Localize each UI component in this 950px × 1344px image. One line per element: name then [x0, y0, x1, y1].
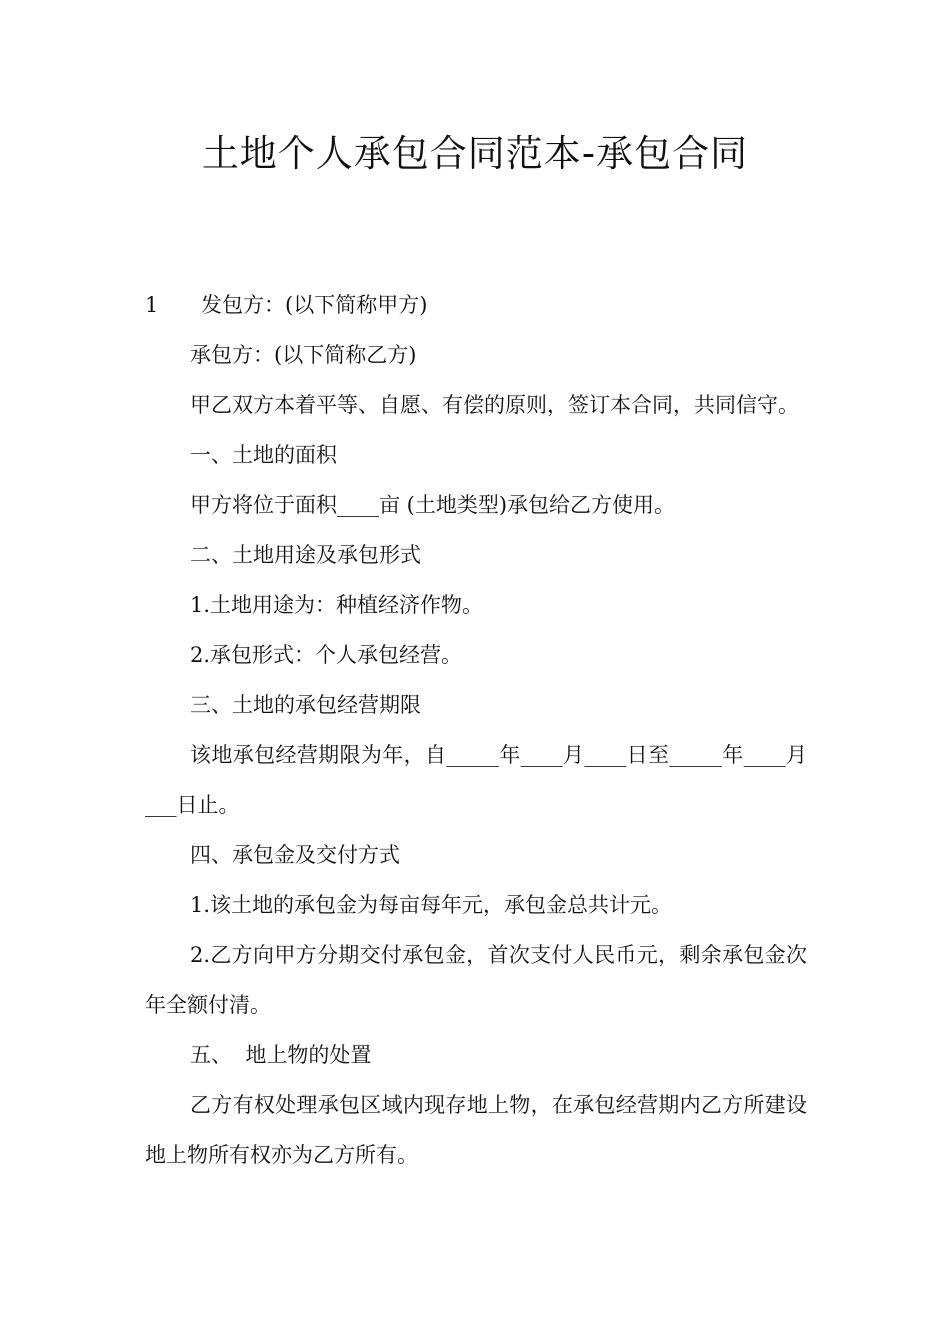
paragraph-land-area: 甲方将位于面积____亩 (土地类型)承包给乙方使用。 [190, 493, 676, 517]
heading-land-area: 一、土地的面积 [190, 443, 337, 467]
heading-ground-objects: 五、 地上物的处置 [190, 1043, 372, 1067]
document-title: 土地个人承包合同范本-承包合同 [201, 132, 749, 175]
paragraph-principle: 甲乙双方本着平等、自愿、有偿的原则，签订本合同，共同信守。 [190, 393, 799, 417]
document-body [145, 280, 807, 1180]
paragraph-party-a [145, 280, 807, 330]
paragraph-payment-installment: 2.乙方向甲方分期交付承包金，首次支付人民币元，剩余承包金次年全额付清。 [145, 943, 807, 1017]
paragraph-ground-objects: 乙方有权处理承包区域内现存地上物，在承包经营期内乙方所建设地上物所有权亦为乙方所有。 [145, 1093, 807, 1167]
heading-term: 三、土地的承包经营期限 [190, 693, 421, 717]
paragraph-payment-amount: 1.该土地的承包金为每亩每年元，承包金总共计元。 [190, 893, 673, 917]
paragraph-text: 发包方：(以下简称甲方) [201, 293, 428, 317]
heading-land-use: 二、土地用途及承包形式 [190, 543, 421, 567]
section-number: 1 [145, 293, 159, 317]
paragraph-contract-form: 2.承包形式：个人承包经营。 [190, 643, 463, 667]
paragraph-land-use: 1.土地用途为：种植经济作物。 [190, 593, 484, 617]
paragraph-party-b: 承包方：(以下简称乙方) [190, 343, 417, 367]
paragraph-term: 该地承包经营期限为年，自_____年____月____日至_____年____月___日止。 [145, 743, 807, 817]
heading-payment: 四、承包金及交付方式 [190, 843, 400, 867]
